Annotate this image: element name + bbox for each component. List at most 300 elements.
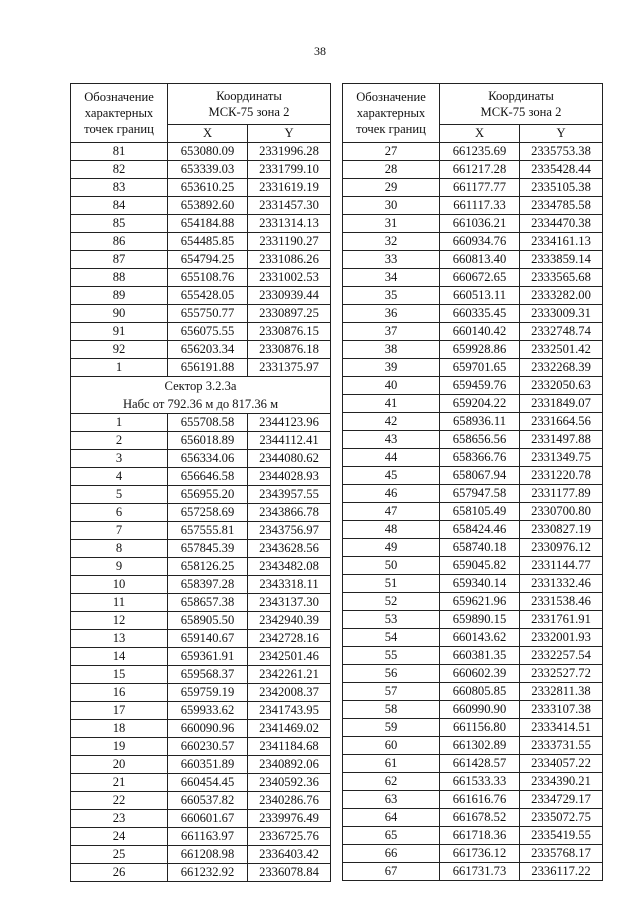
table-row xyxy=(343,215,603,233)
y-coordinate-cell: 2330827.19 xyxy=(520,521,603,539)
coordinates-header xyxy=(440,84,603,125)
x-coordinate-cell: 660335.45 xyxy=(440,305,520,323)
x-coordinate-cell: 658424.46 xyxy=(440,521,520,539)
table-row xyxy=(71,540,331,558)
header-label-line1: Обозначение xyxy=(84,90,154,104)
y-coordinate-cell: 2335105.38 xyxy=(520,179,603,197)
point-number-cell: 85 xyxy=(71,215,168,233)
coordinates-table-left xyxy=(70,83,331,882)
y-coordinate-cell: 2331220.78 xyxy=(520,467,603,485)
table-row xyxy=(71,792,331,810)
coordinates-header xyxy=(168,84,331,125)
point-number-cell: 59 xyxy=(343,719,440,737)
y-coordinate-cell: 2343318.11 xyxy=(248,576,331,594)
y-coordinate-cell: 2336725.76 xyxy=(248,828,331,846)
table-row xyxy=(343,359,603,377)
y-coordinate-cell: 2333009.31 xyxy=(520,305,603,323)
point-number-cell: 27 xyxy=(343,143,440,161)
point-number-cell: 13 xyxy=(71,630,168,648)
table-row xyxy=(343,467,603,485)
x-coordinate-cell: 658105.49 xyxy=(440,503,520,521)
table-row xyxy=(343,863,603,881)
x-coordinate-cell: 657947.58 xyxy=(440,485,520,503)
table-row xyxy=(71,756,331,774)
table-row xyxy=(343,377,603,395)
table-row xyxy=(71,666,331,684)
x-coordinate-cell: 660140.42 xyxy=(440,323,520,341)
point-number-cell: 64 xyxy=(343,809,440,827)
x-coordinate-cell: 661208.98 xyxy=(168,846,248,864)
y-column-header: Y xyxy=(248,125,331,143)
header-coord-line2: МСК-75 зона 2 xyxy=(208,105,290,119)
sector-heading xyxy=(71,377,331,414)
x-coordinate-cell: 659928.86 xyxy=(440,341,520,359)
table-row xyxy=(71,486,331,504)
x-coordinate-cell: 653339.03 xyxy=(168,161,248,179)
table-row xyxy=(343,827,603,845)
y-coordinate-cell: 2332527.72 xyxy=(520,665,603,683)
y-coordinate-cell: 2331349.75 xyxy=(520,449,603,467)
point-number-cell: 66 xyxy=(343,845,440,863)
x-coordinate-cell: 656203.34 xyxy=(168,341,248,359)
point-number-cell: 23 xyxy=(71,810,168,828)
y-coordinate-cell: 2343957.55 xyxy=(248,486,331,504)
table-row xyxy=(343,323,603,341)
table-row xyxy=(71,558,331,576)
x-coordinate-cell: 660601.67 xyxy=(168,810,248,828)
table-row xyxy=(71,720,331,738)
x-coordinate-cell: 660990.90 xyxy=(440,701,520,719)
table-row xyxy=(71,161,331,179)
coordinates-table-right xyxy=(342,83,603,881)
y-coordinate-cell: 2344112.41 xyxy=(248,432,331,450)
table-row xyxy=(343,449,603,467)
y-coordinate-cell: 2331457.30 xyxy=(248,197,331,215)
point-number-cell: 31 xyxy=(343,215,440,233)
x-coordinate-cell: 653892.60 xyxy=(168,197,248,215)
table-row xyxy=(71,810,331,828)
y-column-header: Y xyxy=(520,125,603,143)
table-row xyxy=(343,287,603,305)
x-column-header: X xyxy=(168,125,248,143)
point-number-cell: 65 xyxy=(343,827,440,845)
x-coordinate-cell: 657555.81 xyxy=(168,522,248,540)
point-number-cell: 30 xyxy=(343,197,440,215)
table-row xyxy=(343,593,603,611)
x-coordinate-cell: 661533.33 xyxy=(440,773,520,791)
header-label-line3: точек границ xyxy=(84,122,154,136)
y-coordinate-cell: 2331996.28 xyxy=(248,143,331,161)
table-row xyxy=(71,702,331,720)
table-row xyxy=(343,179,603,197)
table-row xyxy=(343,575,603,593)
table-row xyxy=(71,179,331,197)
y-coordinate-cell: 2331177.89 xyxy=(520,485,603,503)
x-coordinate-cell: 660805.85 xyxy=(440,683,520,701)
x-coordinate-cell: 659361.91 xyxy=(168,648,248,666)
y-coordinate-cell: 2340286.76 xyxy=(248,792,331,810)
x-coordinate-cell: 655708.58 xyxy=(168,414,248,432)
point-number-cell: 1 xyxy=(71,359,168,377)
x-coordinate-cell: 659890.15 xyxy=(440,611,520,629)
x-coordinate-cell: 658397.28 xyxy=(168,576,248,594)
y-coordinate-cell: 2330939.44 xyxy=(248,287,331,305)
point-number-cell: 8 xyxy=(71,540,168,558)
y-coordinate-cell: 2331761.91 xyxy=(520,611,603,629)
x-coordinate-cell: 656955.20 xyxy=(168,486,248,504)
y-coordinate-cell: 2342940.39 xyxy=(248,612,331,630)
point-number-cell: 83 xyxy=(71,179,168,197)
table-row xyxy=(343,395,603,413)
point-number-cell: 45 xyxy=(343,467,440,485)
point-number-cell: 47 xyxy=(343,503,440,521)
page-number: 38 xyxy=(314,44,326,58)
y-coordinate-cell: 2334785.58 xyxy=(520,197,603,215)
x-coordinate-cell: 660090.96 xyxy=(168,720,248,738)
point-number-cell: 24 xyxy=(71,828,168,846)
table-row xyxy=(71,828,331,846)
x-coordinate-cell: 658905.50 xyxy=(168,612,248,630)
table-row xyxy=(343,485,603,503)
point-number-cell: 1 xyxy=(71,414,168,432)
y-coordinate-cell: 2336117.22 xyxy=(520,863,603,881)
table-row xyxy=(343,683,603,701)
y-coordinate-cell: 2332501.42 xyxy=(520,341,603,359)
x-coordinate-cell: 660934.76 xyxy=(440,233,520,251)
sector-row xyxy=(71,377,331,414)
x-coordinate-cell: 659340.14 xyxy=(440,575,520,593)
x-coordinate-cell: 661302.89 xyxy=(440,737,520,755)
table-row xyxy=(343,647,603,665)
x-coordinate-cell: 660351.89 xyxy=(168,756,248,774)
point-number-cell: 88 xyxy=(71,269,168,287)
point-number-cell: 50 xyxy=(343,557,440,575)
point-number-cell: 42 xyxy=(343,413,440,431)
point-number-cell: 35 xyxy=(343,287,440,305)
point-number-cell: 40 xyxy=(343,377,440,395)
table-row xyxy=(343,809,603,827)
x-coordinate-cell: 661117.33 xyxy=(440,197,520,215)
header-coord-line1: Координаты xyxy=(216,89,282,103)
y-coordinate-cell: 2332748.74 xyxy=(520,323,603,341)
y-coordinate-cell: 2331144.77 xyxy=(520,557,603,575)
point-number-cell: 60 xyxy=(343,737,440,755)
y-coordinate-cell: 2331002.53 xyxy=(248,269,331,287)
sector-title: Сектор 3.2.3а xyxy=(164,379,237,393)
y-coordinate-cell: 2340592.36 xyxy=(248,774,331,792)
table-row xyxy=(71,468,331,486)
header-label-line3: точек границ xyxy=(356,122,426,136)
point-number-cell: 33 xyxy=(343,251,440,269)
point-number-cell: 20 xyxy=(71,756,168,774)
x-coordinate-cell: 661177.77 xyxy=(440,179,520,197)
x-coordinate-cell: 661736.12 xyxy=(440,845,520,863)
y-coordinate-cell: 2330897.25 xyxy=(248,305,331,323)
point-number-cell: 37 xyxy=(343,323,440,341)
table-row xyxy=(343,161,603,179)
point-number-cell: 11 xyxy=(71,594,168,612)
x-coordinate-cell: 661678.52 xyxy=(440,809,520,827)
point-number-cell: 43 xyxy=(343,431,440,449)
y-coordinate-cell: 2333859.14 xyxy=(520,251,603,269)
x-coordinate-cell: 655428.05 xyxy=(168,287,248,305)
x-coordinate-cell: 660381.35 xyxy=(440,647,520,665)
x-coordinate-cell: 658657.38 xyxy=(168,594,248,612)
point-number-cell: 18 xyxy=(71,720,168,738)
point-number-cell: 14 xyxy=(71,648,168,666)
x-coordinate-cell: 661217.28 xyxy=(440,161,520,179)
point-number-cell: 49 xyxy=(343,539,440,557)
x-coordinate-cell: 653610.25 xyxy=(168,179,248,197)
table-row xyxy=(71,864,331,882)
y-coordinate-cell: 2336403.42 xyxy=(248,846,331,864)
y-coordinate-cell: 2331086.26 xyxy=(248,251,331,269)
x-coordinate-cell: 661163.97 xyxy=(168,828,248,846)
table-row xyxy=(343,629,603,647)
point-number-cell: 55 xyxy=(343,647,440,665)
x-coordinate-cell: 661156.80 xyxy=(440,719,520,737)
point-number-cell: 21 xyxy=(71,774,168,792)
table-row xyxy=(343,341,603,359)
table-row xyxy=(71,359,331,377)
y-coordinate-cell: 2343866.78 xyxy=(248,504,331,522)
point-number-cell: 9 xyxy=(71,558,168,576)
x-coordinate-cell: 659568.37 xyxy=(168,666,248,684)
table-row xyxy=(71,233,331,251)
point-number-cell: 48 xyxy=(343,521,440,539)
x-coordinate-cell: 660672.65 xyxy=(440,269,520,287)
table-row xyxy=(343,755,603,773)
x-coordinate-cell: 654485.85 xyxy=(168,233,248,251)
x-coordinate-cell: 653080.09 xyxy=(168,143,248,161)
y-coordinate-cell: 2332811.38 xyxy=(520,683,603,701)
table-row xyxy=(71,414,331,432)
x-coordinate-cell: 661731.73 xyxy=(440,863,520,881)
point-number-cell: 87 xyxy=(71,251,168,269)
table-row xyxy=(71,612,331,630)
y-coordinate-cell: 2331190.27 xyxy=(248,233,331,251)
x-coordinate-cell: 660454.45 xyxy=(168,774,248,792)
table-row xyxy=(343,233,603,251)
y-coordinate-cell: 2336078.84 xyxy=(248,864,331,882)
y-coordinate-cell: 2335768.17 xyxy=(520,845,603,863)
point-number-cell: 10 xyxy=(71,576,168,594)
x-coordinate-cell: 654184.88 xyxy=(168,215,248,233)
left-table-body-a xyxy=(71,143,331,377)
x-coordinate-cell: 660230.57 xyxy=(168,738,248,756)
point-number-cell: 52 xyxy=(343,593,440,611)
x-coordinate-cell: 661235.69 xyxy=(440,143,520,161)
point-number-cell: 62 xyxy=(343,773,440,791)
x-column-header: X xyxy=(440,125,520,143)
table-row xyxy=(343,431,603,449)
x-coordinate-cell: 661036.21 xyxy=(440,215,520,233)
table-row xyxy=(343,719,603,737)
table-row xyxy=(71,684,331,702)
x-coordinate-cell: 659459.76 xyxy=(440,377,520,395)
y-coordinate-cell: 2341184.68 xyxy=(248,738,331,756)
point-number-cell: 15 xyxy=(71,666,168,684)
table-row xyxy=(71,251,331,269)
x-coordinate-cell: 658366.76 xyxy=(440,449,520,467)
y-coordinate-cell: 2330876.15 xyxy=(248,323,331,341)
table-row xyxy=(71,738,331,756)
point-number-cell: 58 xyxy=(343,701,440,719)
left-table-body-b xyxy=(71,414,331,882)
point-number-cell: 56 xyxy=(343,665,440,683)
table-row xyxy=(343,611,603,629)
x-coordinate-cell: 661718.36 xyxy=(440,827,520,845)
y-coordinate-cell: 2331314.13 xyxy=(248,215,331,233)
point-number-cell: 26 xyxy=(71,864,168,882)
point-number-cell: 3 xyxy=(71,450,168,468)
point-number-cell: 5 xyxy=(71,486,168,504)
point-number-cell: 32 xyxy=(343,233,440,251)
x-coordinate-cell: 659045.82 xyxy=(440,557,520,575)
point-number-cell: 34 xyxy=(343,269,440,287)
point-number-cell: 19 xyxy=(71,738,168,756)
point-number-cell: 16 xyxy=(71,684,168,702)
y-coordinate-cell: 2339976.49 xyxy=(248,810,331,828)
x-coordinate-cell: 659204.22 xyxy=(440,395,520,413)
x-coordinate-cell: 656646.58 xyxy=(168,468,248,486)
table-row xyxy=(343,143,603,161)
x-coordinate-cell: 660813.40 xyxy=(440,251,520,269)
point-number-cell: 41 xyxy=(343,395,440,413)
y-coordinate-cell: 2343628.56 xyxy=(248,540,331,558)
x-coordinate-cell: 658126.25 xyxy=(168,558,248,576)
point-number-cell: 17 xyxy=(71,702,168,720)
y-coordinate-cell: 2335428.44 xyxy=(520,161,603,179)
x-coordinate-cell: 656191.88 xyxy=(168,359,248,377)
point-number-cell: 86 xyxy=(71,233,168,251)
x-coordinate-cell: 658936.11 xyxy=(440,413,520,431)
point-number-cell: 22 xyxy=(71,792,168,810)
y-coordinate-cell: 2342728.16 xyxy=(248,630,331,648)
table-row xyxy=(343,557,603,575)
point-number-cell: 61 xyxy=(343,755,440,773)
header-label-line2: характерных xyxy=(356,106,426,120)
point-number-cell: 91 xyxy=(71,323,168,341)
y-coordinate-cell: 2341743.95 xyxy=(248,702,331,720)
x-coordinate-cell: 657258.69 xyxy=(168,504,248,522)
point-label-header xyxy=(71,84,168,143)
y-coordinate-cell: 2344123.96 xyxy=(248,414,331,432)
point-number-cell: 4 xyxy=(71,468,168,486)
y-coordinate-cell: 2331799.10 xyxy=(248,161,331,179)
y-coordinate-cell: 2333565.68 xyxy=(520,269,603,287)
sector-section xyxy=(71,377,331,414)
x-coordinate-cell: 658067.94 xyxy=(440,467,520,485)
x-coordinate-cell: 661616.76 xyxy=(440,791,520,809)
point-number-cell: 29 xyxy=(343,179,440,197)
y-coordinate-cell: 2340892.06 xyxy=(248,756,331,774)
y-coordinate-cell: 2343756.97 xyxy=(248,522,331,540)
x-coordinate-cell: 655750.77 xyxy=(168,305,248,323)
y-coordinate-cell: 2344080.62 xyxy=(248,450,331,468)
x-coordinate-cell: 656334.06 xyxy=(168,450,248,468)
y-coordinate-cell: 2335072.75 xyxy=(520,809,603,827)
y-coordinate-cell: 2331619.19 xyxy=(248,179,331,197)
y-coordinate-cell: 2335753.38 xyxy=(520,143,603,161)
table-row xyxy=(71,774,331,792)
table-row xyxy=(71,648,331,666)
y-coordinate-cell: 2342008.37 xyxy=(248,684,331,702)
x-coordinate-cell: 659140.67 xyxy=(168,630,248,648)
y-coordinate-cell: 2333282.00 xyxy=(520,287,603,305)
table-row xyxy=(71,197,331,215)
y-coordinate-cell: 2342501.46 xyxy=(248,648,331,666)
y-coordinate-cell: 2334390.21 xyxy=(520,773,603,791)
y-coordinate-cell: 2331664.56 xyxy=(520,413,603,431)
table-row xyxy=(71,522,331,540)
point-number-cell: 2 xyxy=(71,432,168,450)
point-number-cell: 81 xyxy=(71,143,168,161)
table-row xyxy=(71,630,331,648)
x-coordinate-cell: 654794.25 xyxy=(168,251,248,269)
y-coordinate-cell: 2335419.55 xyxy=(520,827,603,845)
table-row xyxy=(343,845,603,863)
table-row xyxy=(343,737,603,755)
y-coordinate-cell: 2330876.18 xyxy=(248,341,331,359)
point-number-cell: 38 xyxy=(343,341,440,359)
table-row xyxy=(71,287,331,305)
table-row xyxy=(343,197,603,215)
table-row xyxy=(71,432,331,450)
point-number-cell: 53 xyxy=(343,611,440,629)
point-label-header xyxy=(343,84,440,143)
point-number-cell: 89 xyxy=(71,287,168,305)
table-row xyxy=(343,539,603,557)
x-coordinate-cell: 659701.65 xyxy=(440,359,520,377)
y-coordinate-cell: 2344028.93 xyxy=(248,468,331,486)
point-number-cell: 46 xyxy=(343,485,440,503)
y-coordinate-cell: 2334161.13 xyxy=(520,233,603,251)
table-row xyxy=(343,701,603,719)
table-row xyxy=(343,791,603,809)
y-coordinate-cell: 2334729.17 xyxy=(520,791,603,809)
point-number-cell: 54 xyxy=(343,629,440,647)
table-row xyxy=(71,305,331,323)
y-coordinate-cell: 2343482.08 xyxy=(248,558,331,576)
x-coordinate-cell: 661428.57 xyxy=(440,755,520,773)
y-coordinate-cell: 2332050.63 xyxy=(520,377,603,395)
point-number-cell: 36 xyxy=(343,305,440,323)
point-number-cell: 12 xyxy=(71,612,168,630)
y-coordinate-cell: 2331332.46 xyxy=(520,575,603,593)
table-row xyxy=(343,665,603,683)
table-row xyxy=(343,269,603,287)
y-coordinate-cell: 2333731.55 xyxy=(520,737,603,755)
x-coordinate-cell: 658740.18 xyxy=(440,539,520,557)
point-number-cell: 90 xyxy=(71,305,168,323)
table-row xyxy=(71,846,331,864)
table-row xyxy=(71,323,331,341)
y-coordinate-cell: 2332268.39 xyxy=(520,359,603,377)
y-coordinate-cell: 2341469.02 xyxy=(248,720,331,738)
point-number-cell: 44 xyxy=(343,449,440,467)
table-row xyxy=(343,773,603,791)
x-coordinate-cell: 660513.11 xyxy=(440,287,520,305)
table-header-row xyxy=(71,84,331,125)
point-number-cell: 51 xyxy=(343,575,440,593)
point-number-cell: 92 xyxy=(71,341,168,359)
sector-range: Набс от 792.36 м до 817.36 м xyxy=(122,397,279,411)
header-label-line2: характерных xyxy=(84,106,154,120)
x-coordinate-cell: 658656.56 xyxy=(440,431,520,449)
x-coordinate-cell: 655108.76 xyxy=(168,269,248,287)
y-coordinate-cell: 2331849.07 xyxy=(520,395,603,413)
